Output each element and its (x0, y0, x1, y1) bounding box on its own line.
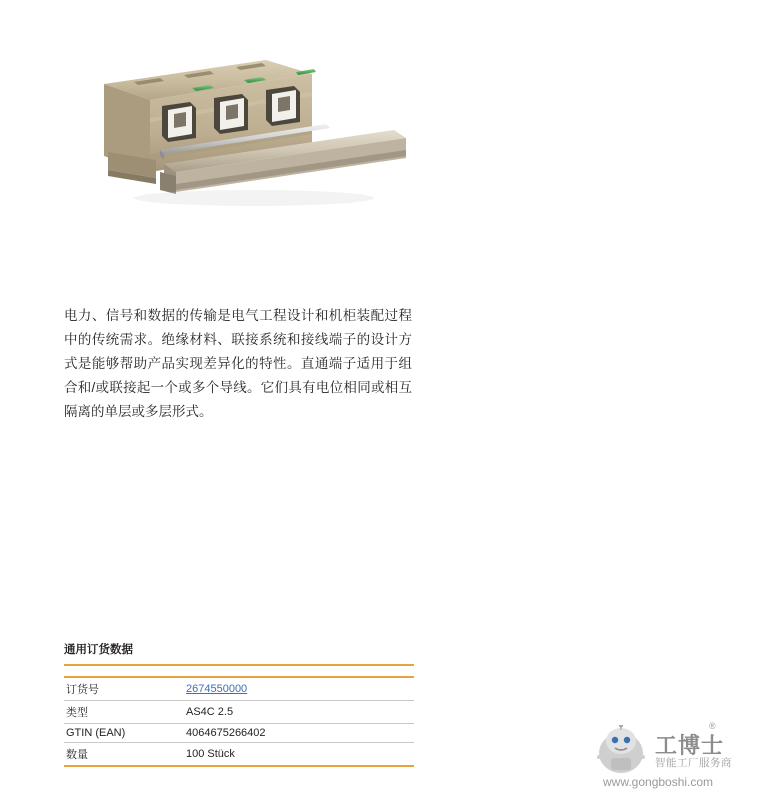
din-rail-terminal-block-icon (64, 22, 414, 272)
ordering-data-title: 通用订货数据 (64, 644, 133, 656)
order-number-link[interactable]: 2674550000 (186, 683, 248, 695)
row-label-quantity: 数量 (64, 743, 184, 767)
row-label-gtin: GTIN (EAN) (64, 724, 184, 743)
row-value-order-number (184, 677, 414, 701)
table-row (64, 743, 414, 767)
row-label-type: 类型 (64, 701, 184, 724)
watermark-url: www.gongboshi.com (603, 775, 714, 789)
robot-mascot-icon (591, 725, 651, 775)
table-row (64, 724, 414, 743)
watermark-tagline: 智能工厂服务商 (655, 757, 732, 769)
watermark-brand: 工博士 (655, 733, 725, 758)
row-value-quantity: 100 Stück (184, 743, 414, 767)
registered-mark-icon: ® (709, 721, 716, 731)
table-top-rule-cell (64, 665, 414, 677)
product-image (64, 22, 414, 272)
table-row (64, 701, 414, 724)
table-row (64, 677, 414, 701)
row-value-gtin: 4064675266402 (184, 724, 414, 743)
product-description: 电力、信号和数据的传输是电气工程设计和机柜装配过程中的传统需求。绝缘材料、联接系统和接线端子的设计方式是能够帮助产品实现差异化的特性。直通端子适用于组合和/或联接起一个或多个导线。它们具有电位相同或相互隔离的单层或多层形式。 (64, 307, 412, 419)
row-label-order-number: 订货号 (64, 677, 184, 701)
ordering-data-section (64, 641, 414, 767)
watermark (589, 723, 757, 795)
ordering-data-table (64, 664, 414, 767)
row-value-type: AS4C 2.5 (184, 701, 414, 724)
table-top-rule (64, 665, 414, 677)
